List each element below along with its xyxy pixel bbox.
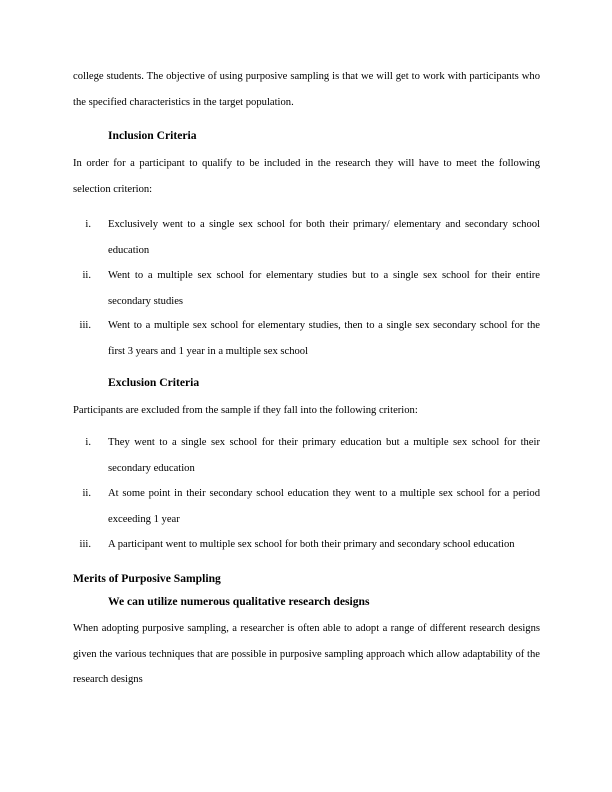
list-text: Exclusively went to a single sex school for both their primary/ elementary and secondary school education	[108, 219, 540, 256]
list-text: Went to a multiple sex school for elementary studies but to a single sex school for their entire secondary studies	[108, 270, 540, 307]
list-marker: iii.	[79, 539, 91, 550]
list-text: They went to a single sex school for their primary education but a multiple sex school for their secondary education	[108, 437, 540, 474]
exclusion-item	[73, 532, 540, 558]
intro-paragraph: college students. The objective of using purposive sampling is that we will get to work with participants who the specified characteristics in the target population.	[73, 71, 540, 108]
inclusion-item	[73, 313, 540, 364]
list-text: Went to a multiple sex school for elementary studies, then to a single sex secondary school for the first 3 years and 1 year in a multiple sex school	[108, 320, 540, 357]
list-text: At some point in their secondary school education they went to a multiple sex school for a period exceeding 1 year	[108, 488, 540, 525]
inclusion-item	[73, 212, 540, 263]
merits-paragraph: When adopting purposive sampling, a researcher is often able to adopt a range of different research designs given the various techniques that are possible in purposive sampling approach which allow adaptability of the research designs	[73, 623, 540, 685]
exclusion-item	[73, 481, 540, 532]
inclusion-heading: Inclusion Criteria	[108, 129, 197, 142]
list-marker: iii.	[79, 320, 91, 331]
merits-heading: Merits of Purposive Sampling	[73, 572, 221, 585]
exclusion-heading: Exclusion Criteria	[108, 376, 200, 389]
exclusion-paragraph: Participants are excluded from the sample if they fall into the following criterion:	[73, 405, 418, 416]
merits-subheading: We can utilize numerous qualitative research designs	[108, 595, 370, 608]
inclusion-paragraph: In order for a participant to qualify to be included in the research they will have to meet the following selection criterion:	[73, 158, 540, 195]
list-text: A participant went to multiple sex school for both their primary and secondary school education	[108, 539, 515, 550]
list-marker: ii.	[82, 270, 91, 281]
list-marker: i.	[85, 437, 91, 448]
inclusion-item	[73, 263, 540, 314]
list-marker: ii.	[82, 488, 91, 499]
exclusion-item	[73, 430, 540, 481]
list-marker: i.	[85, 219, 91, 230]
